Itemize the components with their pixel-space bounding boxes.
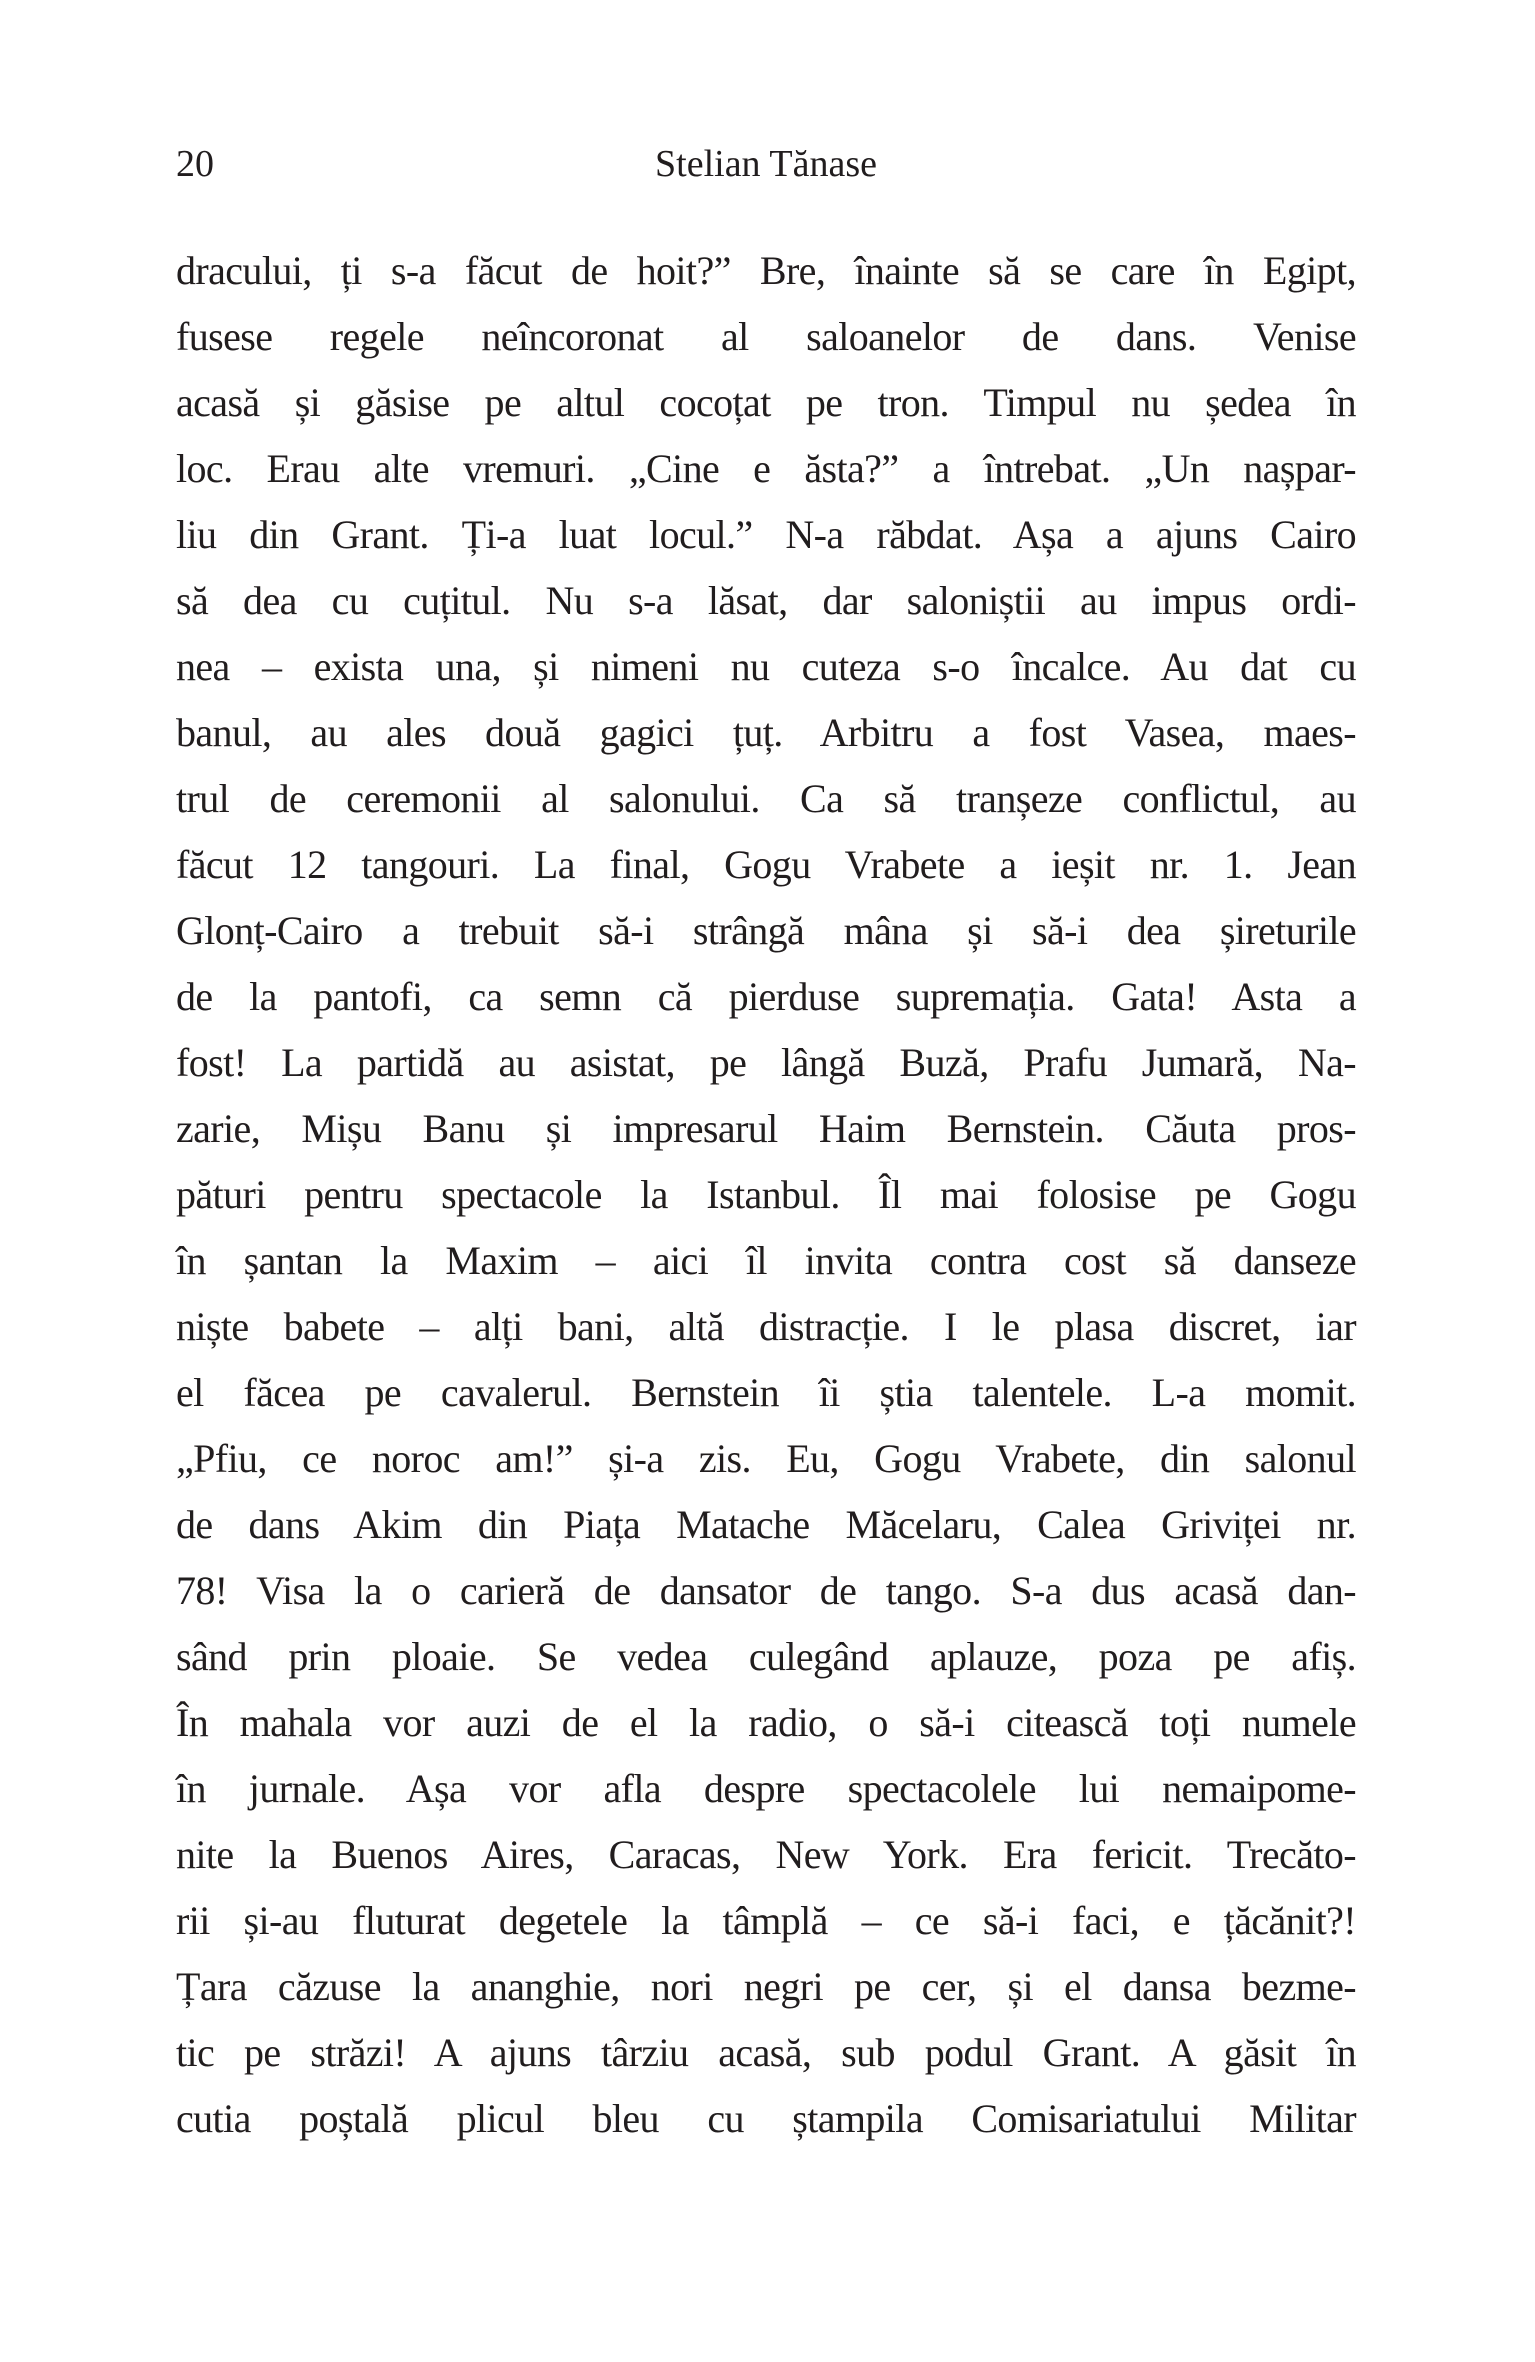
text-line: 78! Visa la o carieră de dansator de tango. S-a dus acasă dan- <box>176 1568 1356 1613</box>
text-line: Glonț-Cairo a trebuit să-i strângă mâna și să-i dea șireturile <box>176 908 1356 953</box>
text-line: dracului, ți s-a făcut de hoit?” Bre, înainte să se care în Egipt, <box>176 248 1356 293</box>
text-line: liu din Grant. Ți-a luat locul.” N-a răbdat. Așa a ajuns Cairo <box>176 512 1356 557</box>
text-line: în jurnale. Așa vor afla despre spectacolele lui nemaipome- <box>176 1766 1356 1811</box>
running-header <box>176 140 1356 188</box>
text-line: trul de ceremonii al salonului. Ca să tranșeze conflictul, au <box>176 776 1356 821</box>
text-line: nea – exista una, și nimeni nu cuteza s-o încalce. Au dat cu <box>176 644 1356 689</box>
text-line: rii și-au fluturat degetele la tâmplă – ce să-i faci, e țăcănit?! <box>176 1898 1356 1943</box>
text-line: În mahala vor auzi de el la radio, o să-i citească toți numele <box>176 1700 1356 1745</box>
text-line: tic pe străzi! A ajuns târziu acasă, sub podul Grant. A găsit în <box>176 2030 1356 2075</box>
text-line: cutia poștală plicul bleu cu ștampila Comisariatului Militar <box>176 2096 1356 2141</box>
text-line: banul, au ales două gagici țuț. Arbitru a fost Vasea, maes- <box>176 710 1356 755</box>
text-line: acasă și găsise pe altul cocoțat pe tron. Timpul nu ședea în <box>176 380 1356 425</box>
text-line: sând prin ploaie. Se vedea culegând aplauze, poza pe afiș. <box>176 1634 1356 1679</box>
text-line: el făcea pe cavalerul. Bernstein îi știa talentele. L-a momit. <box>176 1370 1356 1415</box>
body-text <box>176 238 1356 2152</box>
running-title: Stelian Tănase <box>655 143 877 185</box>
text-line: de la pantofi, ca semn că pierduse supremația. Gata! Asta a <box>176 974 1356 1019</box>
text-line: în șantan la Maxim – aici îl invita contra cost să danseze <box>176 1238 1356 1283</box>
text-line: fusese regele neîncoronat al saloanelor de dans. Venise <box>176 314 1356 359</box>
text-line: fost! La partidă au asistat, pe lângă Buză, Prafu Jumară, Na- <box>176 1040 1356 1085</box>
text-line: de dans Akim din Piața Matache Măcelaru, Calea Griviței nr. <box>176 1502 1356 1547</box>
text-line: nite la Buenos Aires, Caracas, New York. Era fericit. Trecăto- <box>176 1832 1356 1877</box>
text-line: niște babete – alți bani, altă distracție. I le plasa discret, iar <box>176 1304 1356 1349</box>
page-number: 20 <box>176 143 214 185</box>
text-line: făcut 12 tangouri. La final, Gogu Vrabete a ieșit nr. 1. Jean <box>176 842 1356 887</box>
text-line: Țara căzuse la ananghie, nori negri pe cer, și el dansa bezme- <box>176 1964 1356 2009</box>
text-line: să dea cu cuțitul. Nu s-a lăsat, dar saloniștii au impus ordi- <box>176 578 1356 623</box>
text-line: pături pentru spectacole la Istanbul. Îl mai folosise pe Gogu <box>176 1172 1356 1217</box>
text-line: loc. Erau alte vremuri. „Cine e ăsta?” a întrebat. „Un nașpar- <box>176 446 1356 491</box>
text-line: zarie, Mișu Banu și impresarul Haim Bernstein. Căuta pros- <box>176 1106 1356 1151</box>
text-line: „Pfiu, ce noroc am!” și-a zis. Eu, Gogu Vrabete, din salonul <box>176 1436 1356 1481</box>
